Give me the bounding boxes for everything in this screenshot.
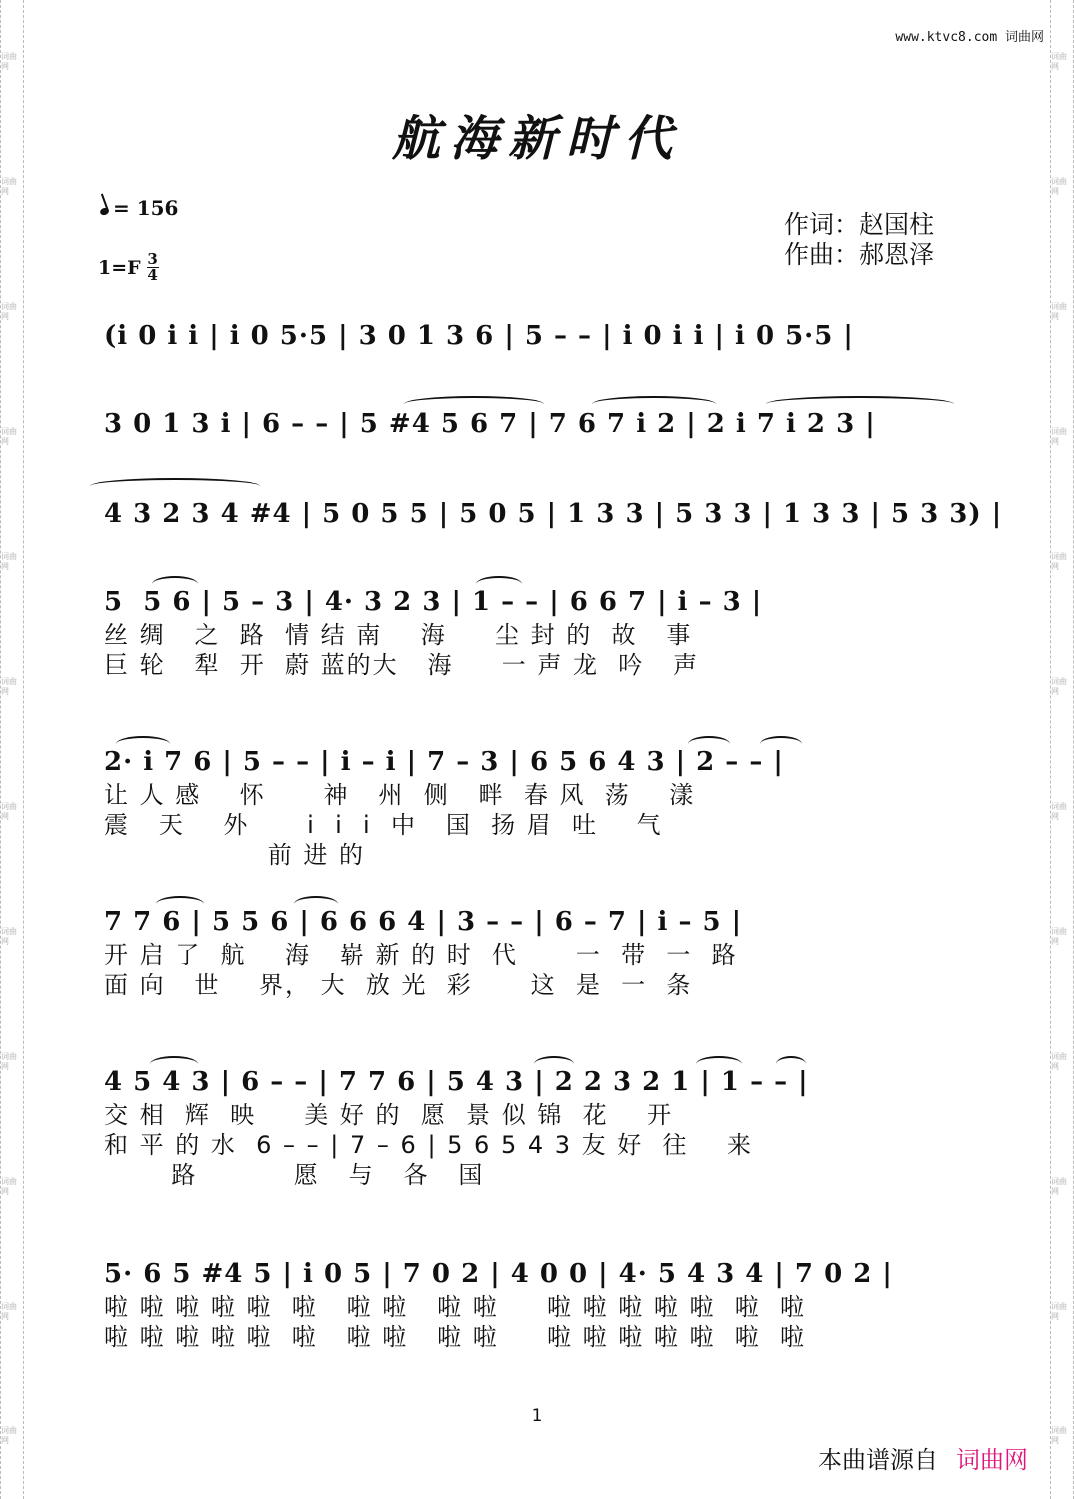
- watermark-text: 词曲网: [1, 1176, 17, 1196]
- watermark-text: 词曲网: [1051, 427, 1067, 447]
- credits: [784, 210, 934, 270]
- score-system-6: [104, 904, 954, 1000]
- lyric-line-3: 前 进 的: [104, 841, 365, 869]
- watermark-text: 词曲网: [1051, 552, 1067, 572]
- source-brand-link[interactable]: 词曲网: [956, 1446, 1028, 1474]
- notes-line: 2· i 7 6 | 5 – – | i – i | 7 – 3 | 6 5 6 4 3 | 2 – – |: [104, 747, 784, 777]
- lyric-line-1: 让 人 感 怀 神 州 侧 畔 春 风 荡 漾: [104, 781, 696, 809]
- tempo-marking: [100, 196, 178, 220]
- lyric-line-1: 开 启 了 航 海 崭 新 的 时 代 一 带 一 路: [104, 941, 738, 969]
- notes-line: 5· 6 5 #4 5 | i 0 5 | 7 0 2 | 4 0 0 | 4· 5 4 3 4 | 7 0 2 |: [104, 1259, 893, 1289]
- score-system-1: [104, 318, 954, 354]
- source-footer: [818, 1440, 1028, 1475]
- notes-line: (i 0 i i | i 0 5·5 | 3 0 1 3 6 | 5 – – | i 0 i i | i 0 5·5 |: [104, 321, 854, 351]
- quarter-note-icon: [99, 207, 110, 217]
- slur-mark: [688, 736, 730, 752]
- watermark-text: 词曲网: [1051, 1176, 1067, 1196]
- time-bottom: 4: [147, 266, 158, 284]
- watermark-text: 词曲网: [1051, 177, 1067, 197]
- tempo-value: = 156: [113, 196, 179, 220]
- song-title: 航海新时代: [391, 111, 682, 167]
- notes-line: 4 5 4 3 | 6 – – | 7 7 6 | 5 4 3 | 2 2 3 2 1 | 1 – – |: [104, 1067, 809, 1097]
- page-number: 1: [531, 1406, 543, 1426]
- lyric-line-2: 啦 啦 啦 啦 啦 啦 啦 啦 啦 啦 啦 啦 啦 啦 啦 啦 啦: [104, 1323, 806, 1351]
- lyricist: 作词：赵国柱: [784, 210, 935, 239]
- slur-mark: [592, 396, 716, 412]
- watermark-text: 词曲网: [1, 427, 17, 447]
- slur-mark: [156, 896, 204, 912]
- slur-mark: [776, 1056, 806, 1072]
- slur-mark: [150, 1056, 198, 1072]
- watermark-text: 词曲网: [1, 302, 17, 322]
- lyric-line-1: 丝 绸 之 路 情 结 南 海 尘 封 的 故 事: [104, 621, 693, 649]
- watermark-text: 词曲网: [1051, 926, 1067, 946]
- slur-mark: [294, 896, 338, 912]
- notes-line: 4 3 2 3 4 #4 | 5 0 5 5 | 5 0 5 | 1 3 3 | 5 3 3 | 1 3 3 | 5 3 3) |: [104, 499, 1003, 529]
- watermark-text: 词曲网: [1051, 52, 1067, 72]
- watermark-text: 词曲网: [1051, 676, 1067, 696]
- notes-line: 7 7 6 | 5 5 6 | 6 6 6 4 | 3 – – | 6 – 7 | i – 5 |: [104, 907, 743, 937]
- time-top: 3: [147, 250, 158, 268]
- score-system-7: [104, 1064, 954, 1190]
- watermark-text: 词曲网: [1, 52, 17, 72]
- watermark-text: 词曲网: [1051, 1426, 1067, 1446]
- watermark-text: 词曲网: [1, 1301, 17, 1321]
- left-watermark-strip: [0, 0, 24, 1499]
- watermark-text: 词曲网: [1, 801, 17, 821]
- watermark-text: 词曲网: [1051, 302, 1067, 322]
- slur-mark: [766, 396, 954, 412]
- right-watermark-strip: [1050, 0, 1074, 1499]
- slur-mark: [476, 576, 522, 592]
- notes-line: 3 0 1 3 i | 6 – – | 5 #4 5 6 7 | 7 6 7 i 2 | 2 i 7 i 2 3 |: [104, 409, 876, 439]
- time-signature: [147, 252, 159, 283]
- slur-mark: [152, 576, 198, 592]
- watermark-text: 词曲网: [1, 1051, 17, 1071]
- lyric-line-3: 路 愿 与 各 国: [104, 1161, 485, 1189]
- score-system-3: [104, 496, 1003, 532]
- key-label: 1=F: [98, 256, 141, 279]
- lyric-line-2: 巨 轮 犁 开 蔚 蓝的大 海 一 声 龙 吟 声: [104, 651, 700, 679]
- watermark-text: 词曲网: [1, 676, 17, 696]
- lyric-line-1: 交 相 辉 映 美 好 的 愿 景 似 锦 花 开: [104, 1101, 674, 1129]
- watermark-text: 词曲网: [1051, 1051, 1067, 1071]
- site-url[interactable]: www.ktvc8.com 词曲网: [895, 30, 1044, 45]
- watermark-text: 词曲网: [1051, 801, 1067, 821]
- lyric-line-1: 啦 啦 啦 啦 啦 啦 啦 啦 啦 啦 啦 啦 啦 啦 啦 啦 啦: [104, 1293, 806, 1321]
- slur-mark: [90, 478, 260, 494]
- score-system-2: [104, 406, 954, 442]
- lyric-line-2: 和 平 的 水 6 – – | 7 – 6 | 5 6 5 4 3 友 好 往 来: [104, 1131, 754, 1159]
- watermark-text: 词曲网: [1, 1426, 17, 1446]
- watermark-text: 词曲网: [1, 177, 17, 197]
- slur-mark: [696, 1056, 742, 1072]
- slur-mark: [116, 736, 170, 752]
- key-signature: [98, 252, 159, 283]
- lyric-line-2: 面 向 世 界， 大 放 光 彩 这 是 一 条: [104, 971, 693, 999]
- score-system-4: [104, 584, 954, 680]
- source-label: 本曲谱源自: [818, 1446, 938, 1474]
- watermark-text: 词曲网: [1, 552, 17, 572]
- slur-mark: [404, 396, 544, 412]
- watermark-text: 词曲网: [1051, 1301, 1067, 1321]
- slur-mark: [760, 736, 802, 752]
- notes-line: 5 5 6 | 5 – 3 | 4· 3 2 3 | 1 – – | 6 6 7 | i – 3 |: [104, 587, 763, 617]
- watermark-text: 词曲网: [1, 926, 17, 946]
- composer: 作曲：郝恩泽: [784, 240, 935, 269]
- score-system-8: [104, 1256, 954, 1352]
- lyric-line-2: 震 天 外 i i i 中 国 扬 眉 吐 气: [104, 811, 663, 839]
- slur-mark: [534, 1056, 574, 1072]
- score-system-5: [104, 744, 954, 870]
